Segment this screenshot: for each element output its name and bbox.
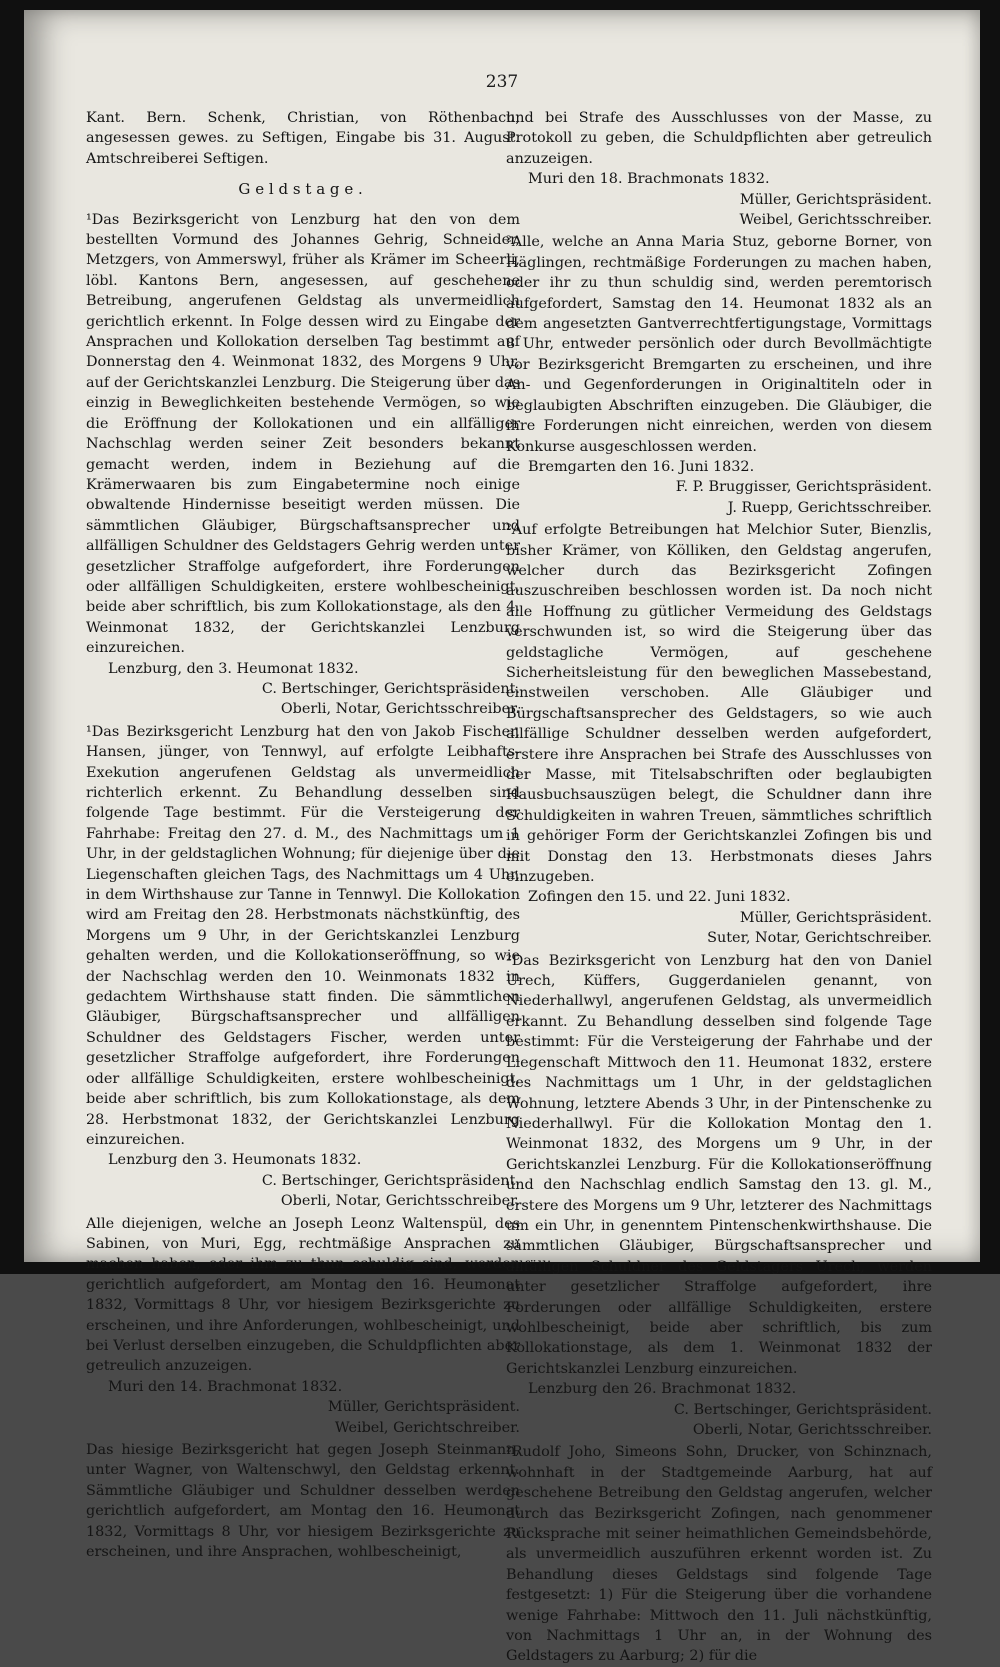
notice-date: Bremgarten den 16. Juni 1832. [528,458,755,475]
notice-text: ¹Das Bezirksgericht Lenzburg hat den von Jakob Fischer, Hansen, jünger, von Tennwyl, auf erfolgte Leibhafts-Exekution angerufenen Geldstag als unvermeidlich richterlich erkennt. Zu Behandlung desselben sind folgende Tage bestimmt. Für die Versteigerung der Fahrhabe: Freitag den 27. d. M., des Nachmittags um 1 Uhr, in der geldstaglichen Wohnung; für diejenige über die Liegenschaften gleichen Tags, des Nachmittags um 4 Uhr, in dem Wirthshause zur Tanne in Tennwyl. Die Kollokation wird am Freitag den 28. Herbstmonats nächstkünftig, des Morgens um 9 Uhr, in der Gerichtskanzlei Lenzburg gehalten werden, und die Kollokationseröffnung, so wie der Nachschlag werden den 10. Weinmonats 1832 in gedachtem Wirthshause statt finden. Die sämmtlichen Gläubiger, Bürgschaftsansprecher und allfälligen Schuldner des Geldstagers Fischer, werden unter gesetzlicher Straffolge aufgefordert, ihre Forderungen oder allfällige Schuldigkeiten, erstere wohlbescheinigt, beide aber schriftlich, bis zum Kollokationstage, als dem 28. Herbstmonat 1832, der Gerichtskanzlei Lenzburg einzureichen. [86,723,520,1148]
notice-text: und bei Strafe des Ausschlusses von der Masse, zu Protokoll zu geben, die Schuldpflichten aber getreulich anzuzeigen. [506,110,932,167]
notice-sig: C. Bertschinger, Gerichtspräsident. [261,1172,520,1189]
notice-date: Lenzburg den 26. Brachmonat 1832. [528,1381,797,1398]
notice-text: Kant. Bern. Schenk, Christian, von Röthenbach, angesessen gewes. zu Seftigen, Eingabe bis 31. August. Amtschreiberei Seftigen. [86,110,520,167]
notice-text: ²Rudolf Joho, Simeons Sohn, Drucker, von Schinznach, wohnhaft in der Stadtgemeinde Aarburg, hat auf geschehene Betreibung den Geldstag angerufen, welcher durch das Bezirksgericht Zofingen, nach genommener Rücksprache mit seiner heimathlichen Gemeindsbehörde, als unvermeidlich auszuführen erkennt worden ist. Zu Behandlung dieses Geldstags sind folgende Tage festgesetzt: 1) Für die Steigerung über die vorhandene wenige Fahrhabe: Mittwoch den 11. Juli nächstkünftig, von Nachmittags 1 Uhr an, in der Wohnung des Geldstagers zu Aarburg; 2) für die [506,1444,932,1665]
page-number: 237 [485,72,519,92]
notice-date: Muri den 14. Brachmonat 1832. [108,1378,343,1395]
notice-heading: Geldstage. [238,180,368,199]
notice-text: Alle diejenigen, welche an Joseph Leonz Waltenspül, des Sabinen, von Muri, Egg, rechtmäßige Ansprachen zu machen haben, oder ihm zu thun schuldig sind, werden gerichtlich aufgefordert, am Montag den 16. Heumonat 1832, Vormittags 8 Uhr, vor hiesigem Bezirksgerichte zu erscheinen, und ihre Anforderungen, wohlbescheinigt, und bei Verlust derselben einzugeben, die Schuldpflichten aber getreulich anzuzeigen. [86,1215,520,1375]
notice-sig: Oberli, Notar, Gerichtsschreiber. [692,1422,932,1438]
notice-sig: Oberli, Notar, Gerichtsschreiber. [280,1193,520,1210]
notice-sig: Müller, Gerichtspräsident. [739,191,932,208]
notice-text: ²Alle, welche an Anna Maria Stuz, geborne Borner, von Häglingen, rechtmäßige Forderungen zu machen haben, oder ihr zu thun schuldig sind, werden peremtorisch aufgefordert, Samstag den 14. Heumonat 1832 als an dem angesetzten Gantverrechtfertigungstage, Vormittags 8 Uhr, entweder persönlich oder durch Bevollmächtigte vor Bezirksgericht Bremgarten zu erscheinen, und ihre An- und Gegenforderungen in Originaltiteln oder in beglaubigten Abschriften einzugeben. Die Gläubiger, die ihre Forderungen nicht einreichen, werden von diesem Konkurse ausgeschlossen werden. [506,234,932,455]
notice-date: Lenzburg den 3. Heumonats 1832. [108,1152,362,1169]
notice-sig: Müller, Gerichtspräsident. [327,1399,520,1416]
notice-sig: J. Ruepp, Gerichtsschreiber. [727,499,932,516]
notice-sig: F. P. Bruggisser, Gerichtspräsident. [675,479,932,496]
notice-sig: Weibel, Gerichtsschreiber. [739,212,932,229]
notice-text: ¹Das Bezirksgericht von Lenzburg hat den von dem bestellten Vormund des Johannes Gehrig, Schneider, Metzgers, von Ammerswyl, früher als Krämer im Scheerli, löbl. Kantons Bern, angesessen, auf geschehene Betreibung, angerufenen Geldstag als unvermeidlich gerichtlich erkennt. In Folge dessen wird zu Eingabe der Ansprachen und Kollokation derselben Tag bestimmt auf Donnerstag den 4. Weinmonat 1832, des Morgens 9 Uhr, auf der Gerichtskanzlei Lenzburg. Die Steigerung über das einzig in Beweglichkeiten bestehende Vermögen, so wie die Eröffnung der Kollokationen und ein allfälliger Nachschlag werden seiner Zeit besonders bekannt gemacht werden, indem in Beziehung auf die Krämerwaaren bis zum Eingabetermine noch einige obwaltende Hindernisse beseitigt werden müssen. Die sämmtlichen Gläubiger, Bürgschaftsansprecher und allfälligen Schuldner des Geldstagers Gehrig werden unter gesetzlicher Straffolge aufgefordert, ihre Forderungen oder allfälligen Schuldigkeiten, erstere wohlbescheinigt, beide aber schriftlich, bis zum Kollokationstage, als den 4. Weinmonat 1832, der Gerichtskanzlei Lenzburg einzureichen. [86,211,520,657]
notice-sig: Suter, Notar, Gerichtschreiber. [707,930,932,947]
notice-sig: Oberli, Notar, Gerichtsschreiber. [280,701,520,718]
notice-date: Lenzburg, den 3. Heumonat 1832. [108,660,359,677]
notice-sig: Weibel, Gerichtschreiber. [334,1419,520,1436]
newspaper-page [24,10,980,1665]
notice-text: ²Das Bezirksgericht von Lenzburg hat den von Daniel Urech, Küffers, Guggerdanielen genannt, von Niederhallwyl, angerufenen Geldstag, als unvermeidlich erkannt. Zu Behandlung desselben sind folgende Tage bestimmt: Für die Versteigerung der Fahrhabe und der Liegenschaft Mittwoch den 11. Heumonat 1832, erstere des Nachmittags um 1 Uhr, in der geldstaglichen Wohnung, letztere Abends 3 Uhr, in der Pintenschenke zu Niederhallwyl. Für die Kollokation Montag den 1. Weinmonat 1832, des Morgens um 9 Uhr, in der Gerichtskanzlei Lenzburg. Für die Kollokationseröffnung und den Nachschlag endlich Samstag den 13. gl. M., erstere des Morgens um 9 Uhr, letzterer des Nachmittags um ein Uhr, in genenntem Pintenschenkwirthshause. Die sämmtlichen Gläubiger, Bürgschaftsansprecher und allfälligen Schuldner des Geldstagers Urech, werden unter gesetzlicher Straffolge aufgefordert, ihre Forderungen oder allfällige Schuldigkeiten, erstere wohlbescheinigt, beide aber schriftlich, bis zum Kollokationstage, als dem 1. Weinmonat 1832 der Gerichtskanzlei Lenzburg einzureichen. [506,952,932,1377]
notice-sig: Müller, Gerichtspräsident. [739,909,932,926]
notice-sig: C. Bertschinger, Gerichtspräsident. [261,680,520,697]
notice-date: Zofingen den 15. und 22. Juni 1832. [528,889,791,906]
notice-text: ²Auf erfolgte Betreibungen hat Melchior Suter, Bienzlis, bisher Krämer, von Kölliken, den Geldstag angerufen, welcher durch das Bezirksgericht Zofingen auszuschreiben beschlossen worden ist. Da noch nicht alle Hoffnung zu gütlicher Vermeidung des Geldstags verschwunden ist, so wird die Steigerung über das geldstagliche Vermögen, auf geschehene Sicherheitsleistung für den beweglichen Massebestand, einstweilen verschoben. Alle Gläubiger und Bürgschaftsansprecher des Geldstagers, so wie auch allfällige Schuldner desselben werden aufgefordert, erstere ihre Ansprachen bei Strafe des Ausschlusses von der Masse, mit Titelsabschriften oder beglaubigten Hausbuchsauszügen belegt, die Schuldner dann ihre Schuldigkeiten in wahren Treuen, sämmtliches schriftlich in gehöriger Form der Gerichtskanzlei Zofingen bis und mit Donstag den 13. Herbstmonats dieses Jahrs einzugeben. [506,522,932,886]
notice-text: Das hiesige Bezirksgericht hat gegen Joseph Steinmann, unter Wagner, von Waltenschwyl, den Geldstag erkennt. Sämmtliche Gläubiger und Schuldner desselben werden gerichtlich aufgefordert, am Montag den 16. Heumonat 1832, Vormittags 8 Uhr, vor hiesigem Bezirksgerichte zu erscheinen, und ihre Ansprachen, wohlbescheinigt, [86,1442,520,1561]
notice-sig: C. Bertschinger, Gerichtspräsident. [673,1401,932,1418]
left-column [86,106,520,1562]
right-column [506,106,932,1667]
notice-date: Muri den 18. Brachmonats 1832. [528,171,770,188]
